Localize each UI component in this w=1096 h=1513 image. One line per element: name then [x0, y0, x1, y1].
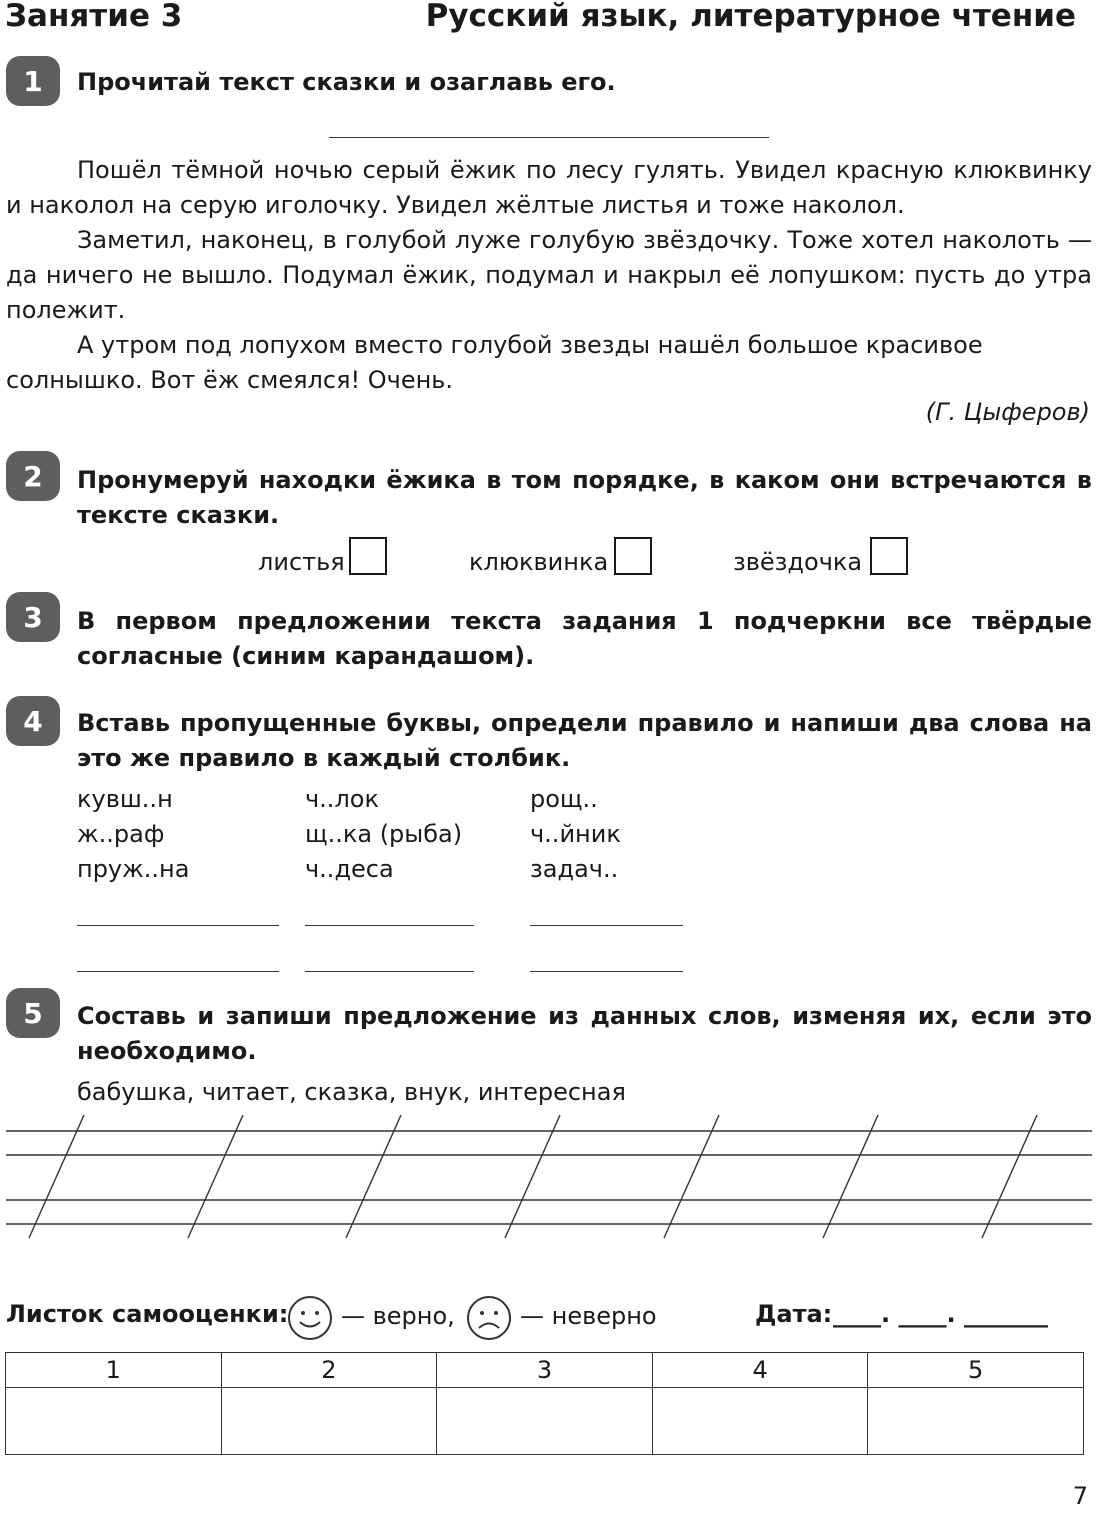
column-1-word-1: кувш..н	[77, 785, 173, 813]
column-1-word-2: ж..раф	[77, 820, 165, 848]
number-box-cranberry[interactable]	[614, 537, 652, 575]
column-1-word-3: пруж..на	[77, 855, 190, 883]
column-2-word-1: ч..лок	[305, 785, 379, 813]
score-cell-4[interactable]	[652, 1388, 868, 1455]
answer-line-col1-1[interactable]	[77, 925, 279, 926]
task-5-words: бабушка, читает, сказка, внук, интересная	[77, 1078, 626, 1106]
subject-title: Русский язык, литературное чтение	[425, 0, 1076, 34]
table-header-1: 1	[6, 1353, 222, 1388]
answer-line-col2-2[interactable]	[305, 971, 474, 972]
table-header-5: 5	[868, 1353, 1084, 1388]
column-2-word-3: ч..деса	[305, 855, 394, 883]
correct-label: — верно,	[341, 1302, 455, 1330]
incorrect-label: — неверно	[520, 1302, 657, 1330]
score-cell-1[interactable]	[6, 1388, 222, 1455]
find-item-star: звёздочка	[733, 548, 863, 576]
table-header-2: 2	[221, 1353, 437, 1388]
find-item-leaves: листья	[258, 548, 345, 576]
task-5-badge: 5	[6, 988, 60, 1038]
answer-line-col2-1[interactable]	[305, 925, 474, 926]
task-1-title: Прочитай текст сказки и озаглавь его.	[77, 68, 616, 96]
fairy-tale-text	[6, 153, 1092, 398]
lesson-title: Занятие 3	[5, 0, 183, 34]
tale-paragraph-2: Заметил, наконец, в голубой луже голубую звёздочку. Тоже хотел наколоть — да ничего не вышло. Подумал ёжик, подумал и накрыл её лопушком: пусть до утра полежит.	[6, 226, 1092, 324]
column-3-word-1: рощ..	[530, 785, 598, 813]
table-header-3: 3	[437, 1353, 653, 1388]
page-number: 7	[1072, 1482, 1088, 1510]
find-item-cranberry: клюквинка	[469, 548, 609, 576]
score-cell-2[interactable]	[221, 1388, 437, 1455]
column-3-word-2: ч..йник	[530, 820, 621, 848]
task-2-badge: 2	[6, 451, 60, 501]
writing-lines[interactable]	[0, 1110, 1096, 1245]
tale-author: (Г. Цыферов)	[925, 398, 1090, 426]
title-answer-line[interactable]	[329, 137, 769, 138]
number-box-star[interactable]	[870, 537, 908, 575]
number-box-leaves[interactable]	[349, 537, 387, 575]
score-cell-3[interactable]	[437, 1388, 653, 1455]
task-1-badge: 1	[6, 56, 60, 106]
score-cell-5[interactable]	[868, 1388, 1084, 1455]
task-3-title: В первом предложении текста задания 1 подчеркни все твёрдые согласные (синим карандашом).	[77, 607, 1092, 670]
answer-line-col3-1[interactable]	[530, 925, 683, 926]
task-4-title: Вставь пропущенные буквы, определи правило и напиши два слова на это же правило в каждый столбик.	[77, 709, 1092, 772]
smile-icon	[287, 1295, 333, 1341]
sad-face-icon	[466, 1295, 512, 1341]
date-field[interactable]: ____. ____. _______	[833, 1300, 1048, 1328]
task-3-badge: 3	[6, 592, 60, 642]
tale-paragraph-1: Пошёл тёмной ночью серый ёжик по лесу гулять. Увидел красную клюквинку и наколол на серую иголочку. Увидел жёлтые листья и тоже наколол.	[6, 156, 1092, 219]
column-2-word-2: щ..ка (рыба)	[305, 820, 463, 848]
task-2-title: Пронумеруй находки ёжика в том порядке, в каком они встречаются в тексте сказки.	[77, 466, 1092, 529]
tale-paragraph-3: А утром под лопухом вместо голубой звезды нашёл большое красивое солнышко. Вот ёж смеялся! Очень.	[6, 331, 983, 394]
self-assessment-table	[5, 1352, 1084, 1455]
task-4-badge: 4	[6, 696, 60, 746]
answer-line-col1-2[interactable]	[77, 971, 279, 972]
answer-line-col3-2[interactable]	[530, 971, 683, 972]
self-assessment-label: Листок самооценки:	[6, 1300, 289, 1328]
date-label: Дата:	[755, 1300, 833, 1328]
task-5-title: Составь и запиши предложение из данных слов, изменяя их, если это необходимо.	[77, 1002, 1092, 1065]
column-3-word-3: задач..	[530, 855, 619, 883]
table-header-4: 4	[652, 1353, 868, 1388]
